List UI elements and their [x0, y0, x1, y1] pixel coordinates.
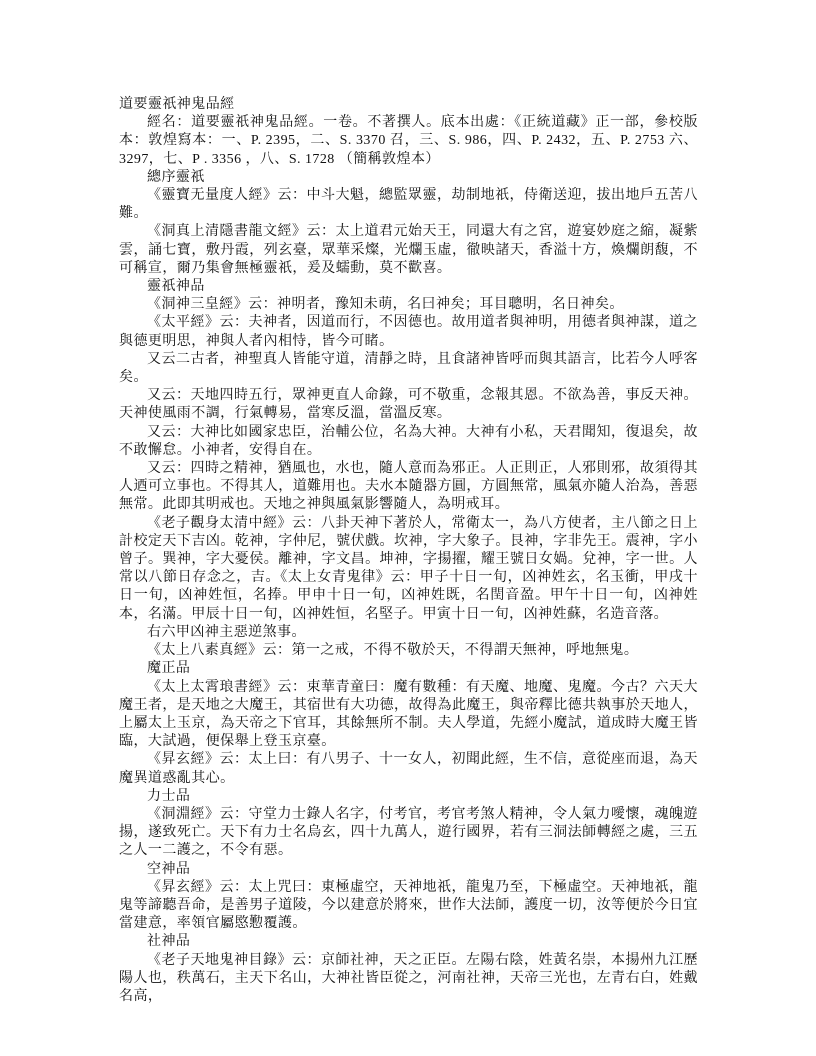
paragraph: 又云二古者，神聖真人皆能守道，清靜之時，且食諸神皆呼而與其語言，比若今人呼客矣。	[119, 351, 698, 386]
paragraph: 經名：道要靈祇神鬼品經。一卷。不著撰人。底本出處：《正統道藏》正一部，參校版本：敦煌寫本：一、P. 2395，二、S. 3370 召，三、S. 986，四、P. 2432，五、P. 2753 六、3297，七、P . 3356 ，八、S. 1728 （簡稱敦煌本）	[119, 115, 698, 167]
paragraph: 《洞淵經》云：守堂力士錄人名字，付考官，考官考煞人精神，令人氣力噯懷，魂魄遊揚，遂致死亡。天下有力士名烏玄，四十九萬人，遊行國界，若有三洞法師轉經之處，三五之人一二護之，不令有惡。	[119, 806, 698, 859]
paragraph: 《靈寶无量度人經》云：中斗大魁，總監眾靈，劫制地祇，侍衛送迎，拔出地戶五苦八難。	[119, 188, 698, 222]
paragraph: 《老子觀身太清中經》云：八卦天神下著於人，常衛太一，為八方使者，主八節之日上計校定天下吉凶。乾神，字仲尼，號伏戲。坎神，字大象子。艮神，字非先王。震神，字小曾子。巽神，字大憂侯。離神，字文昌。坤神，字揚擢，耀王號日女媧。兌神，字一世。人常以八節日存念之，吉。《太上女青鬼律》云：甲子十日一旬，凶神姓玄，名玉衝，甲戌十日一旬，凶神姓恒，名捧。甲申十日一旬，凶神姓既，名閏音盈。甲午十日一旬，凶神姓本，名滿。甲辰十日一旬，凶神姓恒，名堅子。甲寅十日一旬，凶神姓蘇，名造音落。	[119, 515, 698, 622]
paragraph: 右六甲凶神主惡逆煞事。	[147, 624, 306, 640]
paragraph: 《老子天地鬼神目錄》云：京師社神，天之正臣。左陽右陰，姓黃名崇，本揚州九江歷陽人也，秩萬石，主天下名山，大神社皆臣從之，河南社神，天帝三光也，左青右白，姓戴名高，	[119, 952, 698, 1004]
paragraph: 《太上八素真經》云：第一之戒，不得不敬於天，不得謂天無神，呼地無鬼。	[147, 643, 639, 659]
doc-title: 道要靈祇神鬼品經	[119, 97, 235, 112]
section-heading: 社神品	[147, 934, 191, 950]
paragraph: 《太平經》云：夫神者，因道而行，不因德也。故用道者與神明，用德者與神謀，道之與德更明思，神與人者內相恃，皆今可睹。	[119, 315, 698, 349]
paragraph: 又云：四時之精神，猶風也，水也，隨人意而為邪正。人正則正，人邪則邪，故須得其人迺可立事也。不得其人，道難用也。夫水本隨器方圓，方圓無常，風氣亦隨人治為，善惡無常。此即其明戒也。天地之神與風氣影響隨人，為明戒耳。	[119, 461, 698, 513]
paragraph: 《洞神三皇經》云：神明者，豫知未萌，名曰神矣；耳目聰明，名日神矣。	[147, 297, 624, 313]
paragraph: 《昇玄經》云：太上曰：有八男子、十一女人，初聞此經，生不信，意從座而退，為天魔異道惑亂其心。	[119, 752, 698, 786]
paragraph: 《昇玄經》云：太上咒曰：東極虛空，天神地祇，龍鬼乃至，下極虛空。天神地祇，龍鬼等諦聽吾命，是善男子道陵，今以建意於將來，世作大法師，護度一切，汝等便於今日宜當建意，率領官屬愍懃覆護。	[119, 879, 698, 932]
paragraph: 《洞真上清隱書龍文經》云：太上道君元始天王，同還大有之宮，遊宴妙庭之縮，凝紫雲，誦七寶，敷丹霞，列玄臺，眾華采燦，光爛玉虛，徹映諸天，香溢十方，煥爛朗馥，不可稱宣，爾乃集會無極靈祇，爰及蠕動，莫不歡喜。	[119, 224, 698, 276]
section-heading: 空神品	[147, 861, 191, 877]
section-heading: 總序靈祇	[147, 169, 205, 185]
document-text-block	[119, 96, 698, 1006]
section-heading: 靈祇神品	[147, 279, 205, 295]
paragraph: 又云：天地四時五行，眾神更直人命錄，可不敬重，念報其恩。不欲為善，事反天神。天神使風雨不調，行氣轉易，當寒反溫，當溫反寒。	[119, 388, 698, 422]
paragraph: 《太上太霄琅書經》云：束華青童曰：魔有數種：有天魔、地魔、鬼魔。今古？六天大魔王者，是天地之大魔王，其宿世有大功德，故得為此魔王，與帝釋比德共執事於天地人，上屬太上玉京，為天帝之下官耳，其餘無所不制。夫人學道，先經小魔試，道成時大魔王皆臨，大試過，便保舉上登玉京臺。	[119, 679, 698, 750]
section-heading: 力士品	[147, 788, 191, 804]
section-heading: 魔正品	[147, 661, 191, 677]
paragraph: 又云：大神比如國家忠臣，治輔公位，名為大神。大神有小私，天君聞知，復退矣，故不敢懈怠。小神者，安得自在。	[119, 424, 698, 458]
